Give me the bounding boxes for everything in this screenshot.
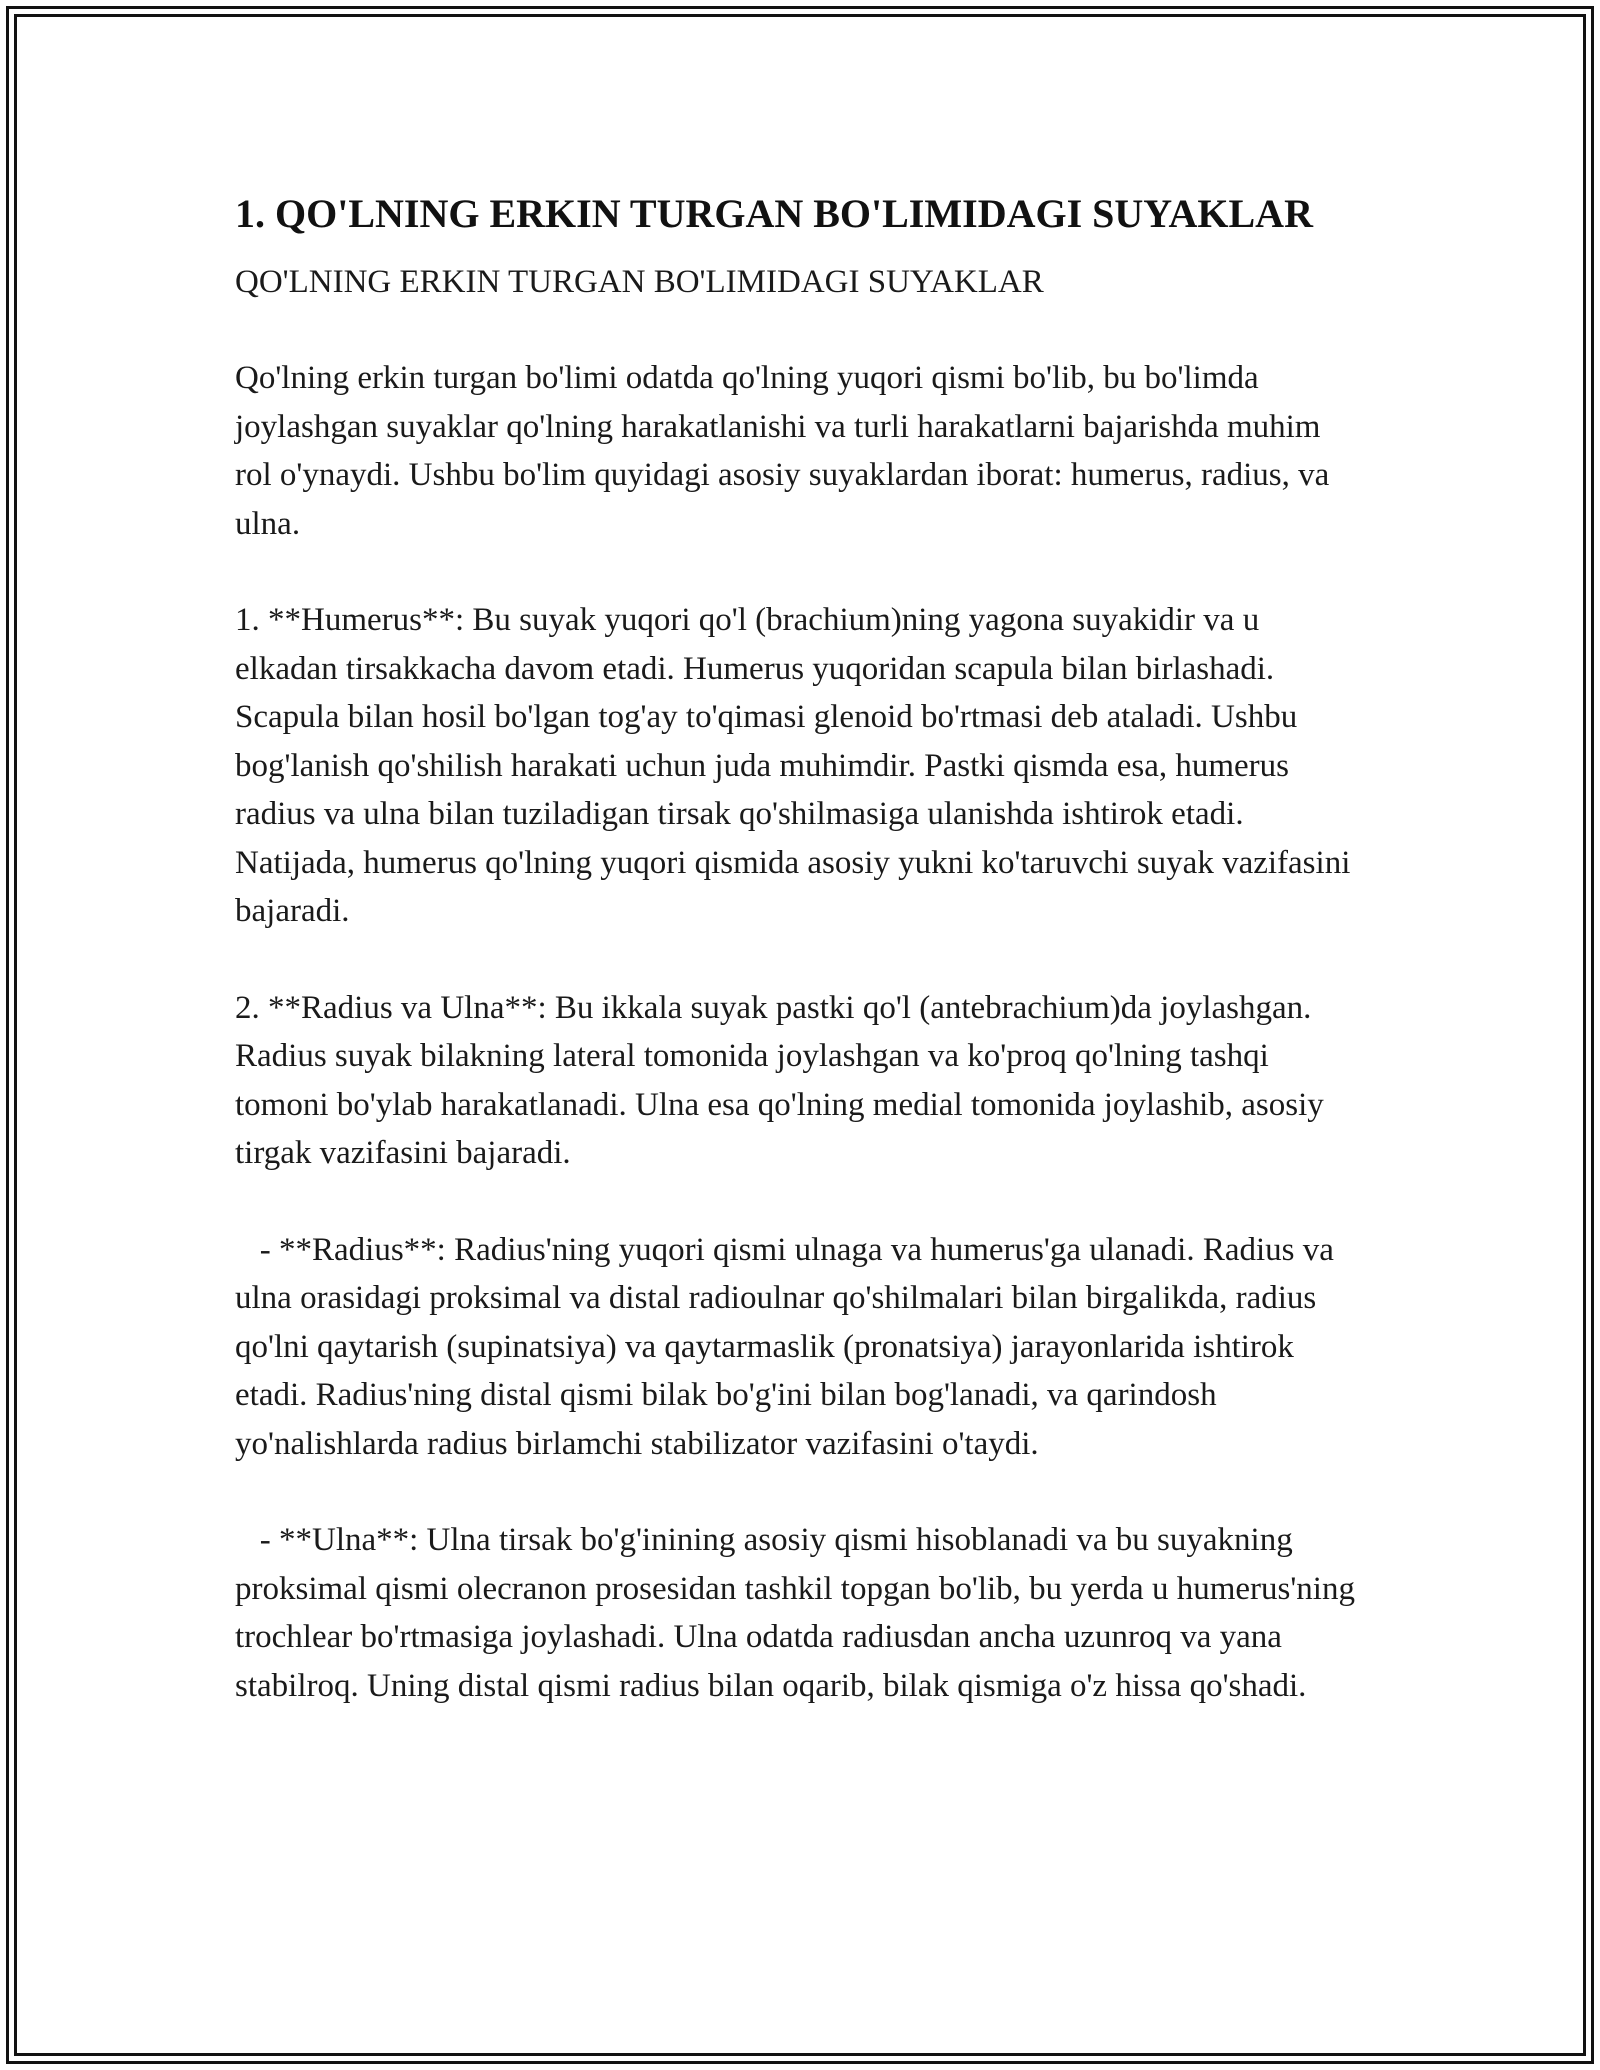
paragraph-radius: - **Radius**: Radius'ning yuqori qismi ulnaga va humerus'ga ulanadi. Radius va ulna orasidagi proksimal va distal radioulnar qo'shilmalari bilan birgalikda, radius qo'lni qaytarish (supinatsiya) va qaytarmaslik (pronatsiya) jarayonlarida ishtirok etadi. Radius'ning distal qismi bilak bo'g'ini bilan bog'lanadi, va qarindosh yo'nalishlarda radius birlamchi stabilizator vazifasini o'taydi. [235,1231,1343,1462]
document-subtitle: QO'LNING ERKIN TURGAN BO'LIMIDAGI SUYAKLAR [235,264,1044,300]
paragraph-radius-ulna: 2. **Radius va Ulna**: Bu ikkala suyak pastki qo'l (antebrachium)da joylashgan. Radius suyak bilakning lateral tomonida joylashgan va ko'proq qo'lning tashqi tomoni bo'ylab harakatlanadi. Ulna esa qo'lning medial tomonida joylashib, asosiy tirgak vazifasini bajaradi. [235,989,1333,1171]
document-title: 1. QO'LNING ERKIN TURGAN BO'LIMIDAGI SUYAKLAR [235,191,1313,236]
paragraph-humerus: 1. **Humerus**: Bu suyak yuqori qo'l (brachium)ning yagona suyakidir va u elkadan tirsakkacha davom etadi. Humerus yuqoridan scapula bilan birlashadi. Scapula bilan hosil bo'lgan tog'ay to'qimasi glenoid bo'rtmasi deb ataladi. Ushbu bog'lanish qo'shilish harakati uchun juda muhimdir. Pastki qismda esa, humerus radius va ulna bilan tuziladigan tirsak qo'shilmasiga ulanishda ishtirok etadi. Natijada, humerus qo'lning yuqori qismida asosiy yukni ko'taruvchi suyak vazifasini bajaradi. [235,602,1359,929]
document-body [235,186,1365,1710]
paragraph-ulna: - **Ulna**: Ulna tirsak bo'g'inining asosiy qismi hisoblanadi va bu suyakning proksimal qismi olecranon prosesidan tashkil topgan bo'lib, bu yerda u humerus'ning trochlear bo'rtmasiga joylashadi. Ulna odatda radiusdan ancha uzunroq va yana stabilroq. Uning distal qismi radius bilan oqarib, bilak qismiga o'z hissa qo'shadi. [235,1522,1364,1704]
paragraph-intro: Qo'lning erkin turgan bo'limi odatda qo'lning yuqori qismi bo'lib, bu bo'limda joylashgan suyaklar qo'lning harakatlanishi va turli harakatlarni bajarishda muhim rol o'ynaydi. Ushbu bo'lim quyidagi asosiy suyaklardan iborat: humerus, radius, va ulna. [235,360,1338,542]
